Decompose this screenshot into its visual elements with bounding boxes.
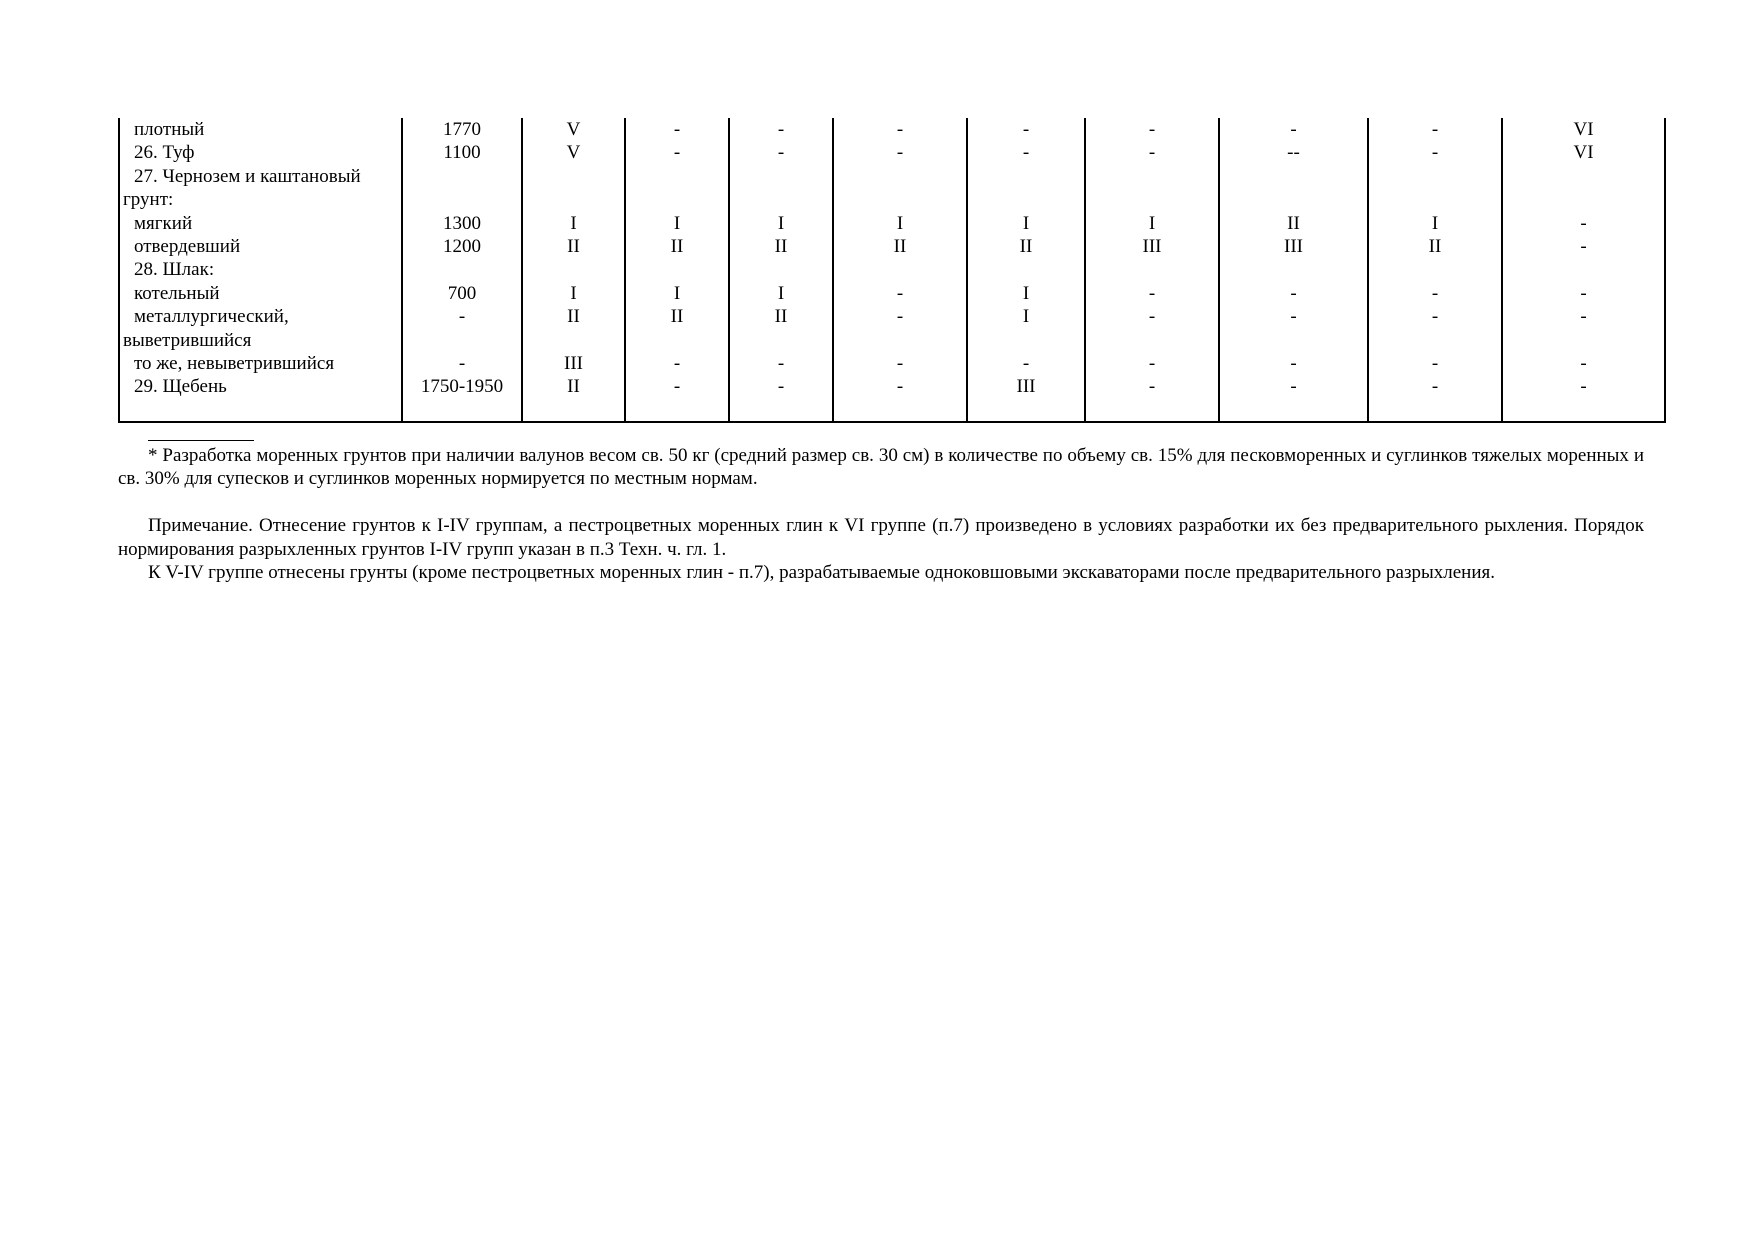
group-cell: - <box>833 305 967 352</box>
group-cell: I <box>729 282 833 305</box>
table-row <box>119 375 1665 398</box>
group-cell: I <box>729 212 833 235</box>
empty-cell <box>729 399 833 422</box>
soil-name-cell: отвердевший <box>119 235 402 258</box>
group-cell <box>729 258 833 281</box>
density-cell <box>402 258 522 281</box>
group-cell <box>1085 258 1219 281</box>
group-cell: V <box>522 141 625 164</box>
table-row <box>119 212 1665 235</box>
group-cell <box>522 165 625 212</box>
empty-cell <box>1085 399 1219 422</box>
group-cell: II <box>729 235 833 258</box>
group-cell: I <box>1368 212 1502 235</box>
group-cell <box>1219 258 1368 281</box>
group-cell: VI <box>1502 118 1665 141</box>
soil-group-table <box>118 118 1664 420</box>
soil-name-cell <box>119 305 402 352</box>
group-cell: - <box>1368 141 1502 164</box>
group-cell: I <box>522 212 625 235</box>
empty-cell <box>119 399 402 422</box>
empty-cell <box>402 399 522 422</box>
group-cell: - <box>1502 352 1665 375</box>
group-cell: II <box>729 305 833 352</box>
group-cell: I <box>967 212 1085 235</box>
group-cell: VI <box>1502 141 1665 164</box>
density-cell: 1100 <box>402 141 522 164</box>
footnote-separator <box>148 440 254 441</box>
group-cell: - <box>625 352 729 375</box>
group-cell: - <box>833 282 967 305</box>
density-cell: 1770 <box>402 118 522 141</box>
table-row <box>119 235 1665 258</box>
group-cell: - <box>833 118 967 141</box>
group-cell: II <box>522 305 625 352</box>
group-cell <box>833 258 967 281</box>
group-cell: - <box>1368 282 1502 305</box>
table <box>118 118 1666 423</box>
group-cell <box>1085 165 1219 212</box>
group-cell: - <box>625 118 729 141</box>
note-paragraph: Примечание. Отнесение грунтов к I-IV группам, а пестроцветных моренных глин к VI группе (п.7) произведено в условиях разработки их без предварительного рыхления. Порядок нормирования разрыхленных грунтов I-IV групп указан в п.3 Техн. ч. гл. 1. <box>118 515 1644 560</box>
group-cell: - <box>1368 118 1502 141</box>
group-cell: - <box>1085 375 1219 398</box>
group-cell: III <box>522 352 625 375</box>
group-cell <box>967 165 1085 212</box>
group-cell: V <box>522 118 625 141</box>
group-cell: - <box>1085 282 1219 305</box>
group-cell: I <box>1085 212 1219 235</box>
empty-cell <box>967 399 1085 422</box>
table-bottom-row <box>119 399 1665 422</box>
group-cell: II <box>1368 235 1502 258</box>
density-cell: 1750-1950 <box>402 375 522 398</box>
group-cell: - <box>967 352 1085 375</box>
soil-name-cell: 29. Щебень <box>119 375 402 398</box>
group-cell <box>967 258 1085 281</box>
group-cell: - <box>729 375 833 398</box>
group-cell: - <box>1219 118 1368 141</box>
group-cell <box>625 165 729 212</box>
soil-name-cell: то же, невыветрившийся <box>119 352 402 375</box>
table-row <box>119 305 1665 352</box>
group-cell: I <box>625 212 729 235</box>
group-cell: - <box>1219 282 1368 305</box>
group-cell <box>729 165 833 212</box>
soil-name-line: 27. Чернозем и каштановый <box>134 165 361 187</box>
empty-cell <box>522 399 625 422</box>
group-cell: - <box>1502 212 1665 235</box>
notes-section <box>118 444 1644 584</box>
group-cell: - <box>967 141 1085 164</box>
group-cell: - <box>1085 305 1219 352</box>
group-cell: - <box>625 141 729 164</box>
group-cell: I <box>522 282 625 305</box>
group-cell: II <box>625 305 729 352</box>
group-cell: - <box>833 352 967 375</box>
empty-cell <box>833 399 967 422</box>
group-cell: - <box>1085 352 1219 375</box>
soil-name-cell: 26. Туф <box>119 141 402 164</box>
group-cell <box>522 258 625 281</box>
group-cell <box>625 258 729 281</box>
group-cell: II <box>522 375 625 398</box>
empty-cell <box>625 399 729 422</box>
soil-name-cell: котельный <box>119 282 402 305</box>
group-cell: - <box>625 375 729 398</box>
group-cell: - <box>1219 305 1368 352</box>
group-cell: II <box>522 235 625 258</box>
group-cell: III <box>1085 235 1219 258</box>
soil-name-line: металлургический, <box>134 306 289 328</box>
group-cell: II <box>967 235 1085 258</box>
group-cell: - <box>1502 375 1665 398</box>
group-cell: -- <box>1219 141 1368 164</box>
group-cell: II <box>1219 212 1368 235</box>
group-cell: I <box>625 282 729 305</box>
soil-name-cell: плотный <box>119 118 402 141</box>
group-cell: II <box>625 235 729 258</box>
density-cell: 700 <box>402 282 522 305</box>
group-cell: - <box>1368 352 1502 375</box>
group-cell: - <box>1368 305 1502 352</box>
group-cell <box>1502 165 1665 212</box>
group-cell: - <box>1085 118 1219 141</box>
group-cell <box>833 165 967 212</box>
group-cell <box>1368 258 1502 281</box>
group-cell: I <box>967 305 1085 352</box>
soil-name-continuation: выветрившийся <box>123 329 252 351</box>
group-cell: - <box>1368 375 1502 398</box>
note-paragraph: К V-IV группе отнесены грунты (кроме пестроцветных моренных глин - п.7), разрабатываемые одноковшовыми экскаваторами после предварительного разрыхления. <box>148 562 1495 584</box>
soil-name-cell: 28. Шлак: <box>119 258 402 281</box>
table-row <box>119 165 1665 212</box>
table-row <box>119 118 1665 141</box>
group-cell <box>1219 165 1368 212</box>
group-cell: II <box>833 235 967 258</box>
soil-name-cell <box>119 165 402 212</box>
group-cell: - <box>729 352 833 375</box>
group-cell: - <box>1502 305 1665 352</box>
group-cell: - <box>833 375 967 398</box>
soil-name-cell: мягкий <box>119 212 402 235</box>
empty-cell <box>1219 399 1368 422</box>
group-cell: - <box>729 141 833 164</box>
group-cell: I <box>967 282 1085 305</box>
table-row <box>119 141 1665 164</box>
table-row <box>119 258 1665 281</box>
group-cell: - <box>833 141 967 164</box>
group-cell: - <box>1219 375 1368 398</box>
soil-name-continuation: грунт: <box>123 189 174 211</box>
group-cell: - <box>729 118 833 141</box>
group-cell: - <box>967 118 1085 141</box>
group-cell: III <box>1219 235 1368 258</box>
group-cell: III <box>967 375 1085 398</box>
group-cell: - <box>1502 235 1665 258</box>
group-cell: I <box>833 212 967 235</box>
density-cell: - <box>402 352 522 375</box>
group-cell <box>1502 258 1665 281</box>
density-cell <box>402 165 522 212</box>
empty-cell <box>1368 399 1502 422</box>
density-cell: 1300 <box>402 212 522 235</box>
group-cell: - <box>1502 282 1665 305</box>
group-cell: - <box>1219 352 1368 375</box>
density-cell: - <box>402 305 522 352</box>
group-cell <box>1368 165 1502 212</box>
density-cell: 1200 <box>402 235 522 258</box>
footnote-text: * Разработка моренных грунтов при наличии валунов весом св. 50 кг (средний размер св. 30 см) в количестве по объему св. 15% для песковморенных и суглинков тяжелых моренных и св. 30% для супесков и суглинков моренных нормируется по местным нормам. <box>118 445 1644 490</box>
empty-cell <box>1502 399 1665 422</box>
table-row <box>119 282 1665 305</box>
table-row <box>119 352 1665 375</box>
group-cell: - <box>1085 141 1219 164</box>
